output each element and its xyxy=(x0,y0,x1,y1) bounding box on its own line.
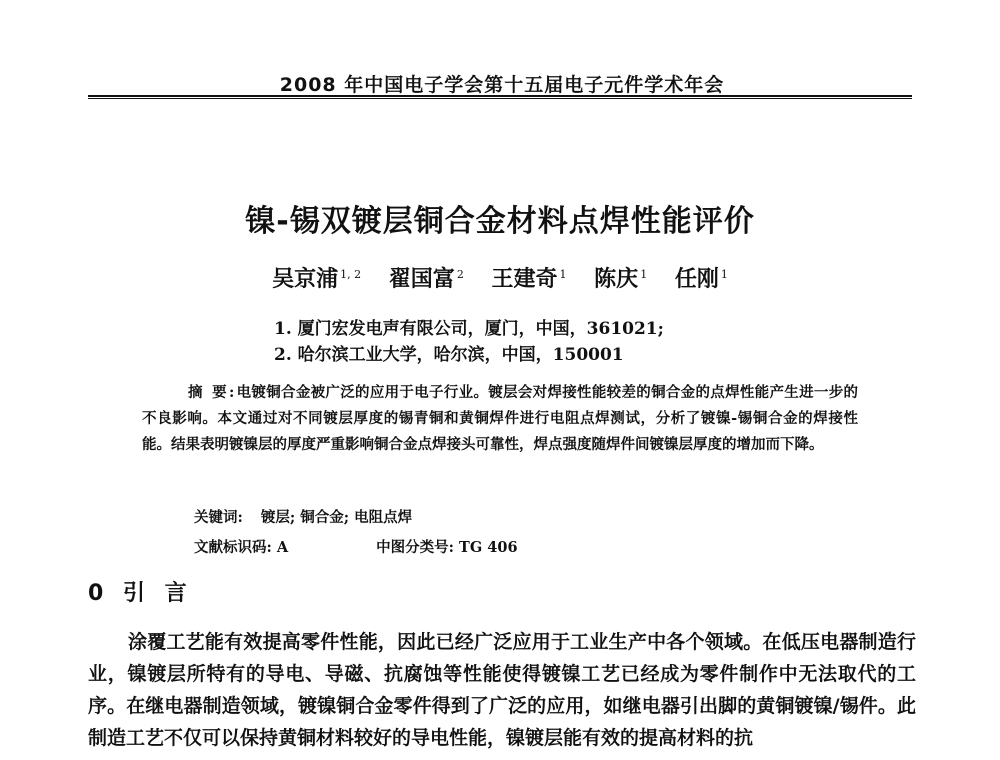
paper-title: 镍-锡双镀层铜合金材料点焊性能评价 xyxy=(245,204,755,239)
author: 陈庆 $^1$ xyxy=(594,266,648,292)
author: 翟国富 $^2$ xyxy=(388,266,464,292)
clc-number: 中图分类号: TG 406 xyxy=(376,539,518,556)
header-rule-thin xyxy=(88,98,912,99)
keywords-label: 关键词: xyxy=(194,509,243,526)
author: 吴京浦 $^{1, 2}$ xyxy=(272,266,362,292)
classification xyxy=(194,536,518,557)
author: 王建奇 $^1$ xyxy=(491,266,567,292)
abstract-text: 电镀铜合金被广泛的应用于电子行业。镀层会对焊接性能较差的铜合金的点焊性能产生进一步的不良影响。本文通过对不同镀层厚度的锡青铜和黄铜焊件进行电阻点焊测试，分析了镀镍-锡铜合金的焊接性能。结果表明镀镍层的厚度严重影响铜合金点焊接头可靠性，焊点强度随焊件间镀镍层厚度的增加而下降。 xyxy=(142,384,858,453)
author: 任刚 $^1$ xyxy=(674,266,728,292)
keywords xyxy=(194,506,412,527)
section-heading: 0 引 言 xyxy=(88,581,193,606)
keywords-text: 镀层; 铜合金; 电阻点焊 xyxy=(260,509,413,526)
abstract-label: 摘 要: xyxy=(188,384,237,401)
affiliation-1: 1. 厦门宏发电声有限公司，厦门，中国，361021; xyxy=(274,319,664,339)
document-code: 文献标识码: A xyxy=(194,539,289,556)
body-paragraph: 涂覆工艺能有效提高零件性能，因此已经广泛应用于工业生产中各个领域。在低压电器制造行业，镍镀层所特有的导电、导磁、抗腐蚀等性能使得镀镍工艺已经成为零件制作中无法取代的工序。在继电器制造领域，镀镍铜合金零件得到了广泛的应用，如继电器引出脚的黄铜镀镍/锡件。此制造工艺不仅可以保持黄铜材料较好的导电性能，镍镀层能有效的提高材料的抗 xyxy=(88,631,916,749)
header-rule xyxy=(88,95,912,97)
affiliation-2: 2. 哈尔滨工业大学，哈尔滨，中国，150001 xyxy=(274,345,624,365)
abstract xyxy=(142,380,858,458)
conference-header: 2008 年中国电子学会第十五届电子元件学术年会 xyxy=(279,74,725,96)
author-list xyxy=(60,262,940,293)
